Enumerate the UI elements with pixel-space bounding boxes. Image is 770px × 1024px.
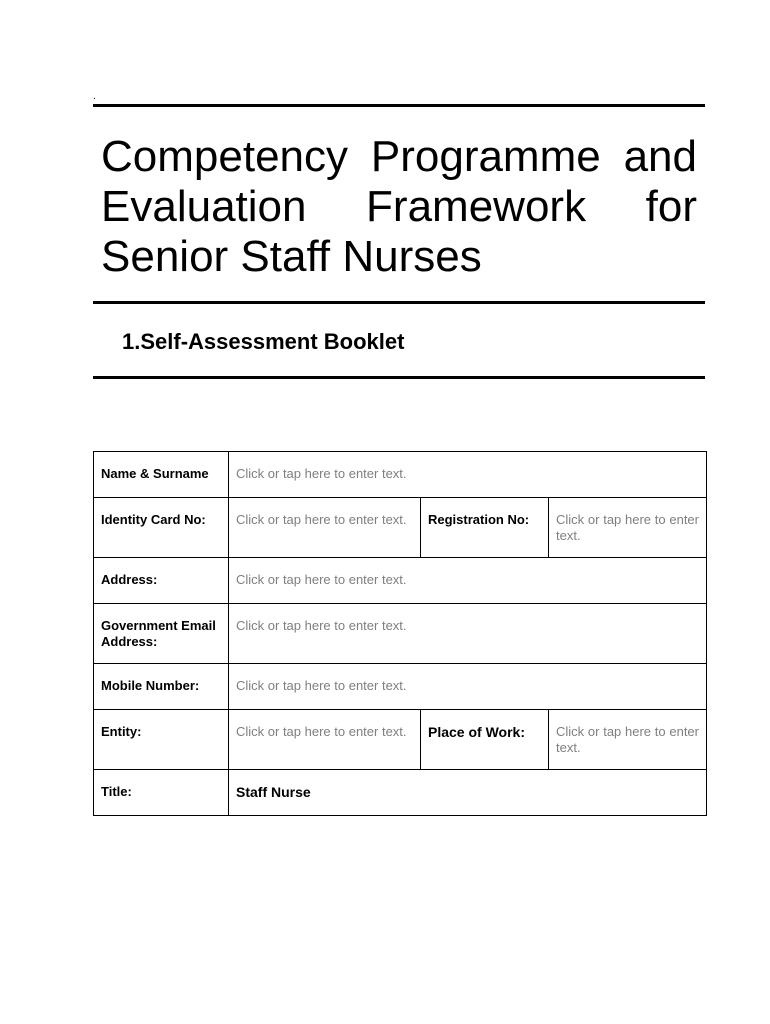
table-row <box>94 452 707 498</box>
table-row <box>94 498 707 558</box>
mobile-field[interactable]: Click or tap here to enter text. <box>229 664 707 710</box>
identity-card-field[interactable]: Click or tap here to enter text. <box>229 498 421 558</box>
table-row <box>94 558 707 604</box>
registration-field[interactable]: Click or tap here to enter text. <box>549 498 707 558</box>
mobile-label: Mobile Number: <box>94 664 229 710</box>
registration-label: Registration No: <box>421 498 549 558</box>
place-of-work-label: Place of Work: <box>421 710 549 770</box>
title-field[interactable]: Staff Nurse <box>229 770 707 816</box>
address-field[interactable]: Click or tap here to enter text. <box>229 558 707 604</box>
document-title: Competency Programme and Evaluation Framework for Senior Staff Nurses <box>101 132 697 281</box>
place-of-work-field[interactable]: Click or tap here to enter text. <box>549 710 707 770</box>
table-row <box>94 710 707 770</box>
address-label: Address: <box>94 558 229 604</box>
bottom-rule <box>93 376 705 379</box>
title-label: Title: <box>94 770 229 816</box>
section-heading: 1.Self-Assessment Booklet <box>122 329 405 354</box>
name-field[interactable]: Click or tap here to enter text. <box>229 452 707 498</box>
middle-rule <box>93 301 705 304</box>
table-row <box>94 770 707 816</box>
paragraph-marker: . <box>93 91 96 102</box>
email-field[interactable]: Click or tap here to enter text. <box>229 604 707 664</box>
name-label: Name & Surname <box>94 452 229 498</box>
entity-field[interactable]: Click or tap here to enter text. <box>229 710 421 770</box>
table-row <box>94 604 707 664</box>
table-row <box>94 664 707 710</box>
personal-details-table <box>93 451 707 816</box>
entity-label: Entity: <box>94 710 229 770</box>
identity-card-label: Identity Card No: <box>94 498 229 558</box>
top-rule <box>93 104 705 107</box>
email-label: Government Email Address: <box>94 604 229 664</box>
